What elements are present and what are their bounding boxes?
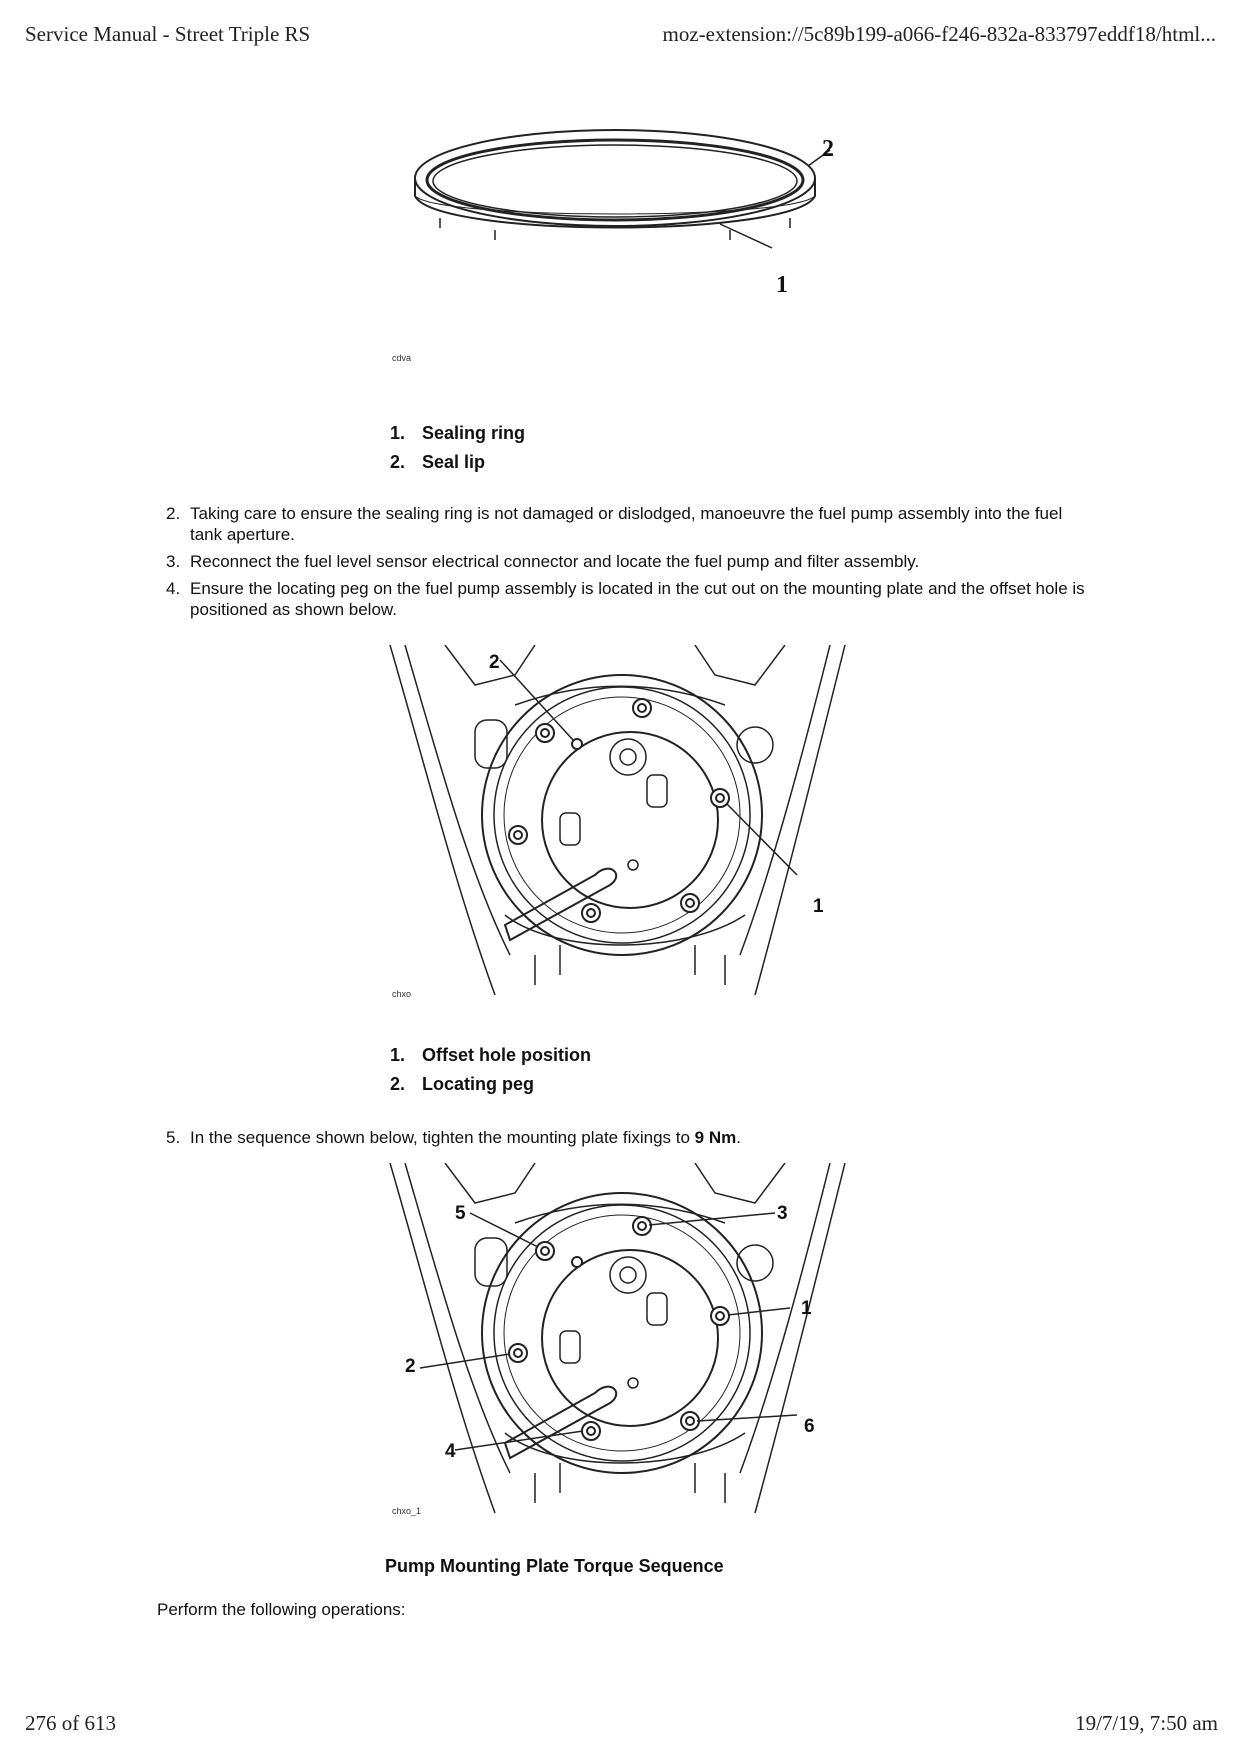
torque-value: 9 Nm (694, 1128, 737, 1147)
step-item: 4. Ensure the locating peg on the fuel pump assembly is located in the cut out on the mounting plate and the offset hole is positioned as shown below. (166, 579, 1085, 619)
callout-fixing-5: 5 (455, 1203, 466, 1224)
figure-ref-code: chxo_1 (392, 1506, 422, 1516)
document-url: moz-extension://5c89b199-a066-f246-832a-833797eddf18/html... (662, 22, 1216, 46)
callout-locating-peg: 2 (489, 652, 500, 673)
instruction-step-5 (166, 1127, 1096, 1154)
step-item: 5. In the sequence shown below, tighten the mounting plate fixings to 9 Nm. (166, 1128, 741, 1147)
figure1-legend (390, 419, 525, 477)
callout-fixing-2: 2 (405, 1356, 416, 1377)
callout-offset-hole: 1 (813, 896, 824, 917)
callout-fixing-4: 4 (445, 1441, 456, 1462)
legend-item: 1. Sealing ring (390, 423, 526, 443)
sealing-ring-figure (400, 120, 840, 320)
figure-ref-code: chxo (392, 989, 412, 999)
legend-item: 1. Offset hole position (390, 1045, 591, 1065)
callout-fixing-6: 6 (804, 1416, 815, 1437)
callout-sealing-ring: 1 (776, 272, 788, 298)
legend-item: 2. Seal lip (390, 452, 486, 472)
step-item: 2. Taking care to ensure the sealing ring is not damaged or dislodged, manoeuvre the fuel pump assembly into the fuel tank aperture. (166, 504, 1063, 544)
step-item: 3. Reconnect the fuel level sensor electrical connector and locate the fuel pump and filter assembly. (166, 552, 920, 571)
callout-fixing-3: 3 (777, 1203, 788, 1224)
document-title: Service Manual - Street Triple RS (25, 22, 311, 46)
figure-caption: Pump Mounting Plate Torque Sequence (385, 1556, 724, 1576)
figure-ref-code: cdva (392, 353, 412, 363)
instruction-steps (166, 503, 1096, 626)
legend-item: 2. Locating peg (390, 1074, 534, 1094)
callout-fixing-1: 1 (801, 1298, 812, 1319)
closing-paragraph: Perform the following operations: (157, 1600, 406, 1619)
pump-plate-locating-figure (385, 645, 850, 1000)
print-timestamp: 19/7/19, 7:50 am (1075, 1711, 1218, 1735)
figure2-legend (390, 1041, 591, 1099)
callout-seal-lip: 2 (822, 136, 834, 162)
page-number: 276 of 613 (25, 1711, 116, 1735)
